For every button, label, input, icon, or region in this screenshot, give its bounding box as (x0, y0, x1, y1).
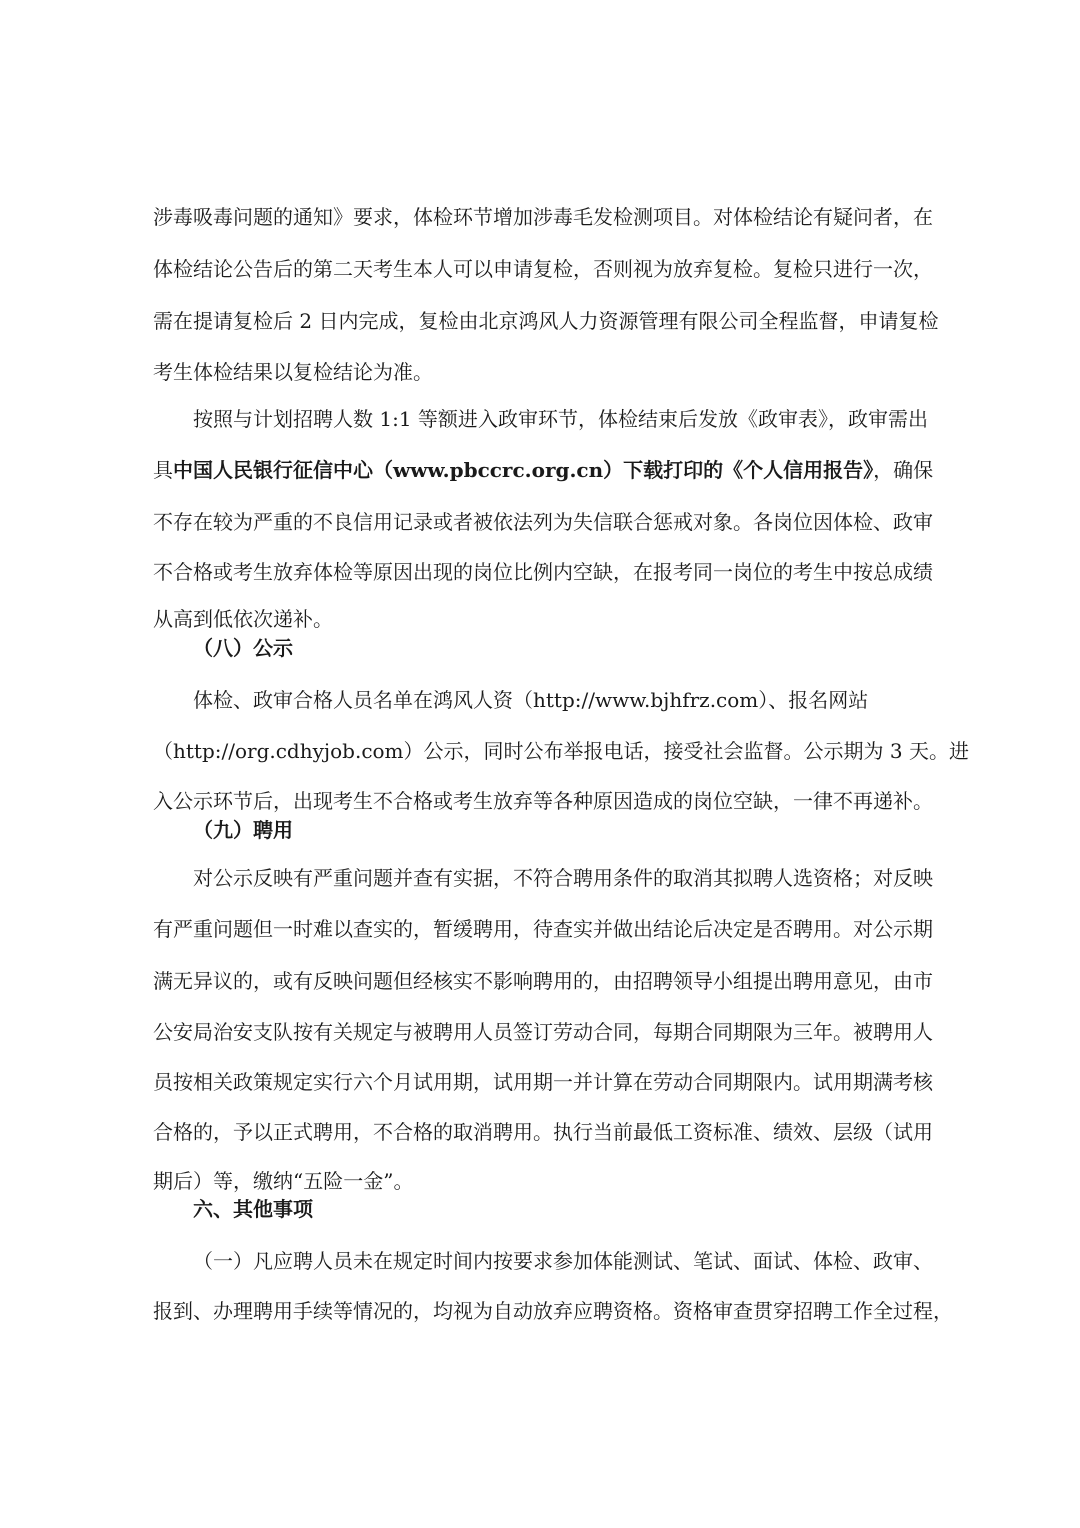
p2-line-4: 不合格或考生放弃体检等原因出现的岗位比例内空缺，在报考同一岗位的考生中按总成绩 (153, 560, 933, 584)
p4-line-3: 满无异议的，或有反映问题但经核实不影响聘用的，由招聘领导小组提出聘用意见，由市 (153, 969, 933, 993)
heading-employment: （九）聘用 (193, 818, 293, 842)
p3-line-2: （http://org.cdhyjob.com）公示，同时公布举报电话，接受社会监督。公示期为 3 天。进 (153, 739, 969, 763)
p4-line-1: 对公示反映有严重问题并查有实据，不符合聘用条件的取消其拟聘人选资格；对反映 (193, 866, 933, 890)
p2-line-2 (153, 455, 934, 485)
p3-line-3: 入公示环节后，出现考生不合格或考生放弃等各种原因造成的岗位空缺，一律不再递补。 (153, 789, 933, 813)
p5-line-1: （一）凡应聘人员未在规定时间内按要求参加体能测试、笔试、面试、体检、政审、 (193, 1249, 933, 1273)
p4-line-7: 期后）等，缴纳“五险一金”。 (153, 1169, 414, 1193)
p3-line-1: 体检、政审合格人员名单在鸿风人资（http://www.bjhfrz.com）、报名网站 (193, 688, 869, 712)
p1-line-2: 体检结论公告后的第二天考生本人可以申请复检，否则视为放弃复检。复检只进行一次， (153, 257, 933, 281)
heading-other-matters: 六、其他事项 (193, 1197, 313, 1221)
p5-line-2: 报到、办理聘用手续等情况的，均视为自动放弃应聘资格。资格审查贯穿招聘工作全过程， (153, 1299, 953, 1323)
p2-line-5: 从高到低依次递补。 (153, 607, 333, 631)
p2-line-1: 按照与计划招聘人数 1:1 等额进入政审环节，体检结束后发放《政审表》，政审需出 (193, 407, 928, 431)
p1-line-1: 涉毒吸毒问题的通知》要求，体检环节增加涉毒毛发检测项目。对体检结论有疑问者，在 (153, 205, 933, 229)
p4-line-6: 合格的，予以正式聘用，不合格的取消聘用。执行当前最低工资标准、绩效、层级（试用 (153, 1120, 933, 1144)
p1-line-3: 需在提请复检后 2 日内完成，复检由北京鸿风人力资源管理有限公司全程监督，申请复检 (153, 309, 939, 333)
p2-line-3: 不存在较为严重的不良信用记录或者被依法列为失信联合惩戒对象。各岗位因体检、政审 (153, 510, 933, 534)
p4-line-4: 公安局治安支队按有关规定与被聘用人员签订劳动合同，每期合同期限为三年。被聘用人 (153, 1020, 933, 1044)
credit-report-text: 中国人民银行征信中心（www.pbccrc.org.cn）下载打印的《个人信用报告》 (173, 458, 874, 482)
p1-line-4: 考生体检结果以复检结论为准。 (153, 360, 433, 384)
p2-line-2-pre: 具 (153, 458, 173, 482)
p4-line-2: 有严重问题但一时难以查实的，暂缓聘用，待查实并做出结论后决定是否聘用。对公示期 (153, 917, 933, 941)
p2-line-2-post: ，确保 (873, 458, 934, 482)
heading-publicity: （八）公示 (193, 636, 293, 660)
p4-line-5: 员按相关政策规定实行六个月试用期，试用期一并计算在劳动合同期限内。试用期满考核 (153, 1070, 933, 1094)
